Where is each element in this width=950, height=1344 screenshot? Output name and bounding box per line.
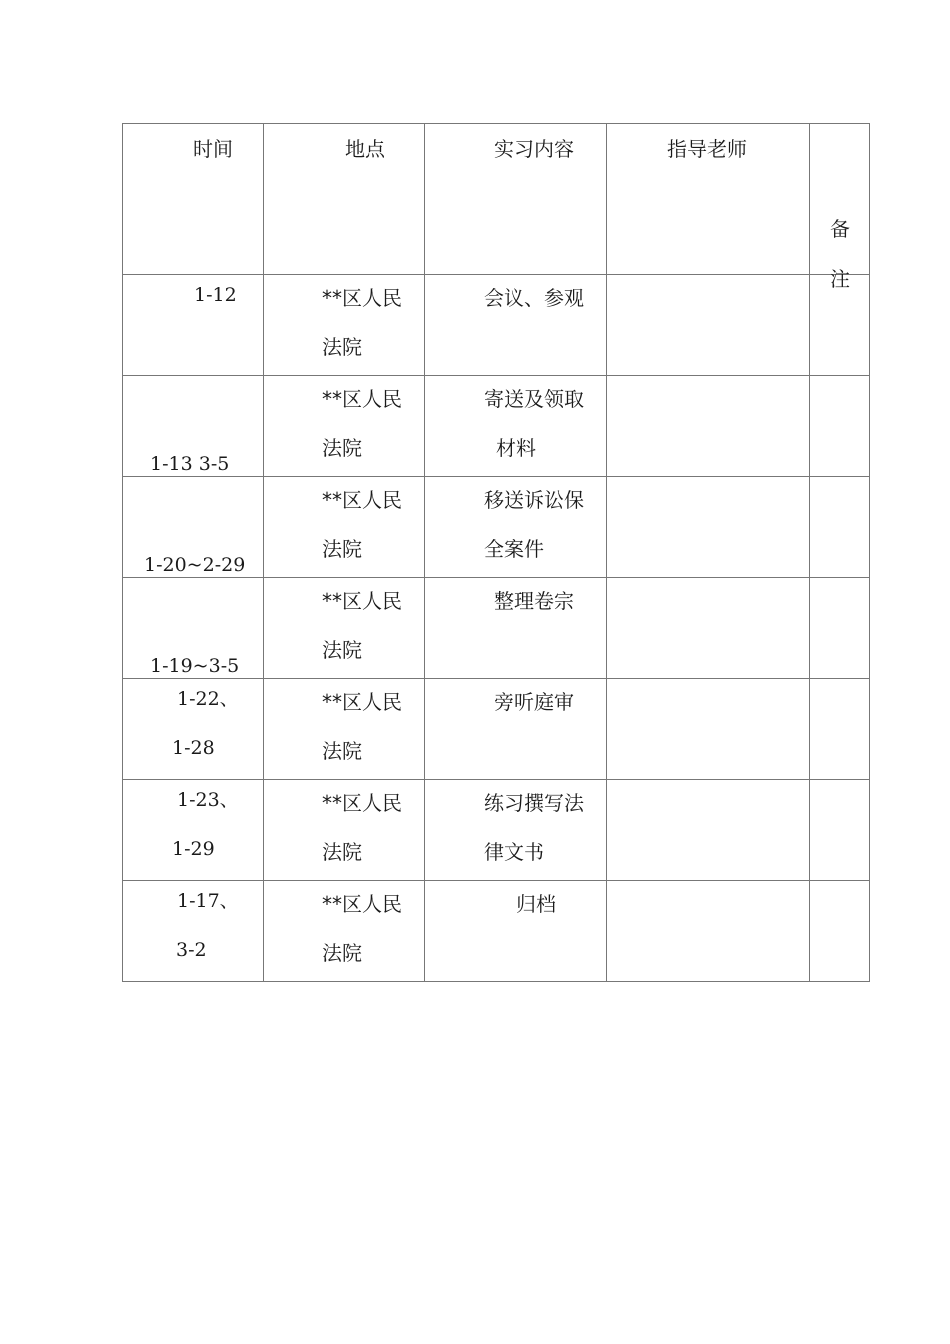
content-line: 归档 [516, 892, 556, 916]
table-row [123, 477, 870, 578]
header-remark-char-1: 备 [830, 217, 850, 241]
time-line: 1-17、 [177, 890, 239, 912]
content-line: 整理卷宗 [494, 589, 574, 613]
header-time-cell [123, 124, 264, 275]
header-content: 实习内容 [494, 137, 574, 161]
place-line: 法院 [322, 335, 362, 359]
place-line: **区人民 [322, 791, 402, 815]
teacher-cell [607, 376, 810, 477]
remark-cell [810, 780, 870, 881]
content-line: 寄送及领取 [484, 387, 584, 411]
teacher-cell [607, 578, 810, 679]
place-line: **区人民 [322, 690, 402, 714]
remark-cell [810, 578, 870, 679]
teacher-cell [607, 275, 810, 376]
table-row [123, 376, 870, 477]
time-line: 1-20~2-29 [144, 554, 246, 576]
content-cell [425, 477, 607, 578]
time-cell [123, 376, 264, 477]
content-line: 全案件 [484, 537, 544, 561]
time-cell [123, 477, 264, 578]
place-cell [264, 275, 425, 376]
time-line: 1-22、 [177, 688, 239, 710]
remark-cell [810, 679, 870, 780]
time-line: 1-23、 [177, 789, 239, 811]
remark-cell [810, 477, 870, 578]
remark-cell [810, 881, 870, 982]
content-cell [425, 275, 607, 376]
content-line: 练习撰写法 [484, 791, 584, 815]
content-line: 律文书 [484, 840, 544, 864]
remark-cell [810, 275, 870, 376]
header-content-cell [425, 124, 607, 275]
header-teacher: 指导老师 [667, 137, 747, 161]
header-remark-char-2: 注 [830, 267, 850, 291]
place-line: **区人民 [322, 892, 402, 916]
teacher-cell [607, 679, 810, 780]
table-row [123, 578, 870, 679]
header-time: 时间 [193, 137, 233, 161]
table-row [123, 679, 870, 780]
teacher-cell [607, 477, 810, 578]
place-line: 法院 [322, 840, 362, 864]
time-line: 1-12 [194, 284, 237, 306]
content-line: 移送诉讼保 [484, 488, 584, 512]
time-line: 1-28 [172, 737, 215, 759]
place-line: 法院 [322, 739, 362, 763]
place-line: **区人民 [322, 286, 402, 310]
teacher-cell [607, 881, 810, 982]
place-cell [264, 578, 425, 679]
internship-schedule-table [122, 123, 870, 982]
place-cell [264, 679, 425, 780]
place-cell [264, 881, 425, 982]
content-line: 旁听庭审 [494, 690, 574, 714]
time-cell [123, 679, 264, 780]
remark-cell [810, 376, 870, 477]
time-cell [123, 578, 264, 679]
time-line: 1-19~3-5 [150, 655, 240, 677]
table-row [123, 881, 870, 982]
time-line: 1-13 3-5 [150, 453, 230, 475]
content-cell [425, 780, 607, 881]
header-teacher-cell [607, 124, 810, 275]
table-row [123, 275, 870, 376]
place-line: 法院 [322, 638, 362, 662]
place-line: 法院 [322, 537, 362, 561]
content-line: 会议、参观 [484, 286, 584, 310]
place-line: **区人民 [322, 488, 402, 512]
time-line: 3-2 [176, 939, 207, 961]
place-line: **区人民 [322, 589, 402, 613]
place-cell [264, 376, 425, 477]
place-cell [264, 477, 425, 578]
header-place-cell [264, 124, 425, 275]
content-cell [425, 881, 607, 982]
place-line: **区人民 [322, 387, 402, 411]
time-line: 1-29 [172, 838, 215, 860]
table-row [123, 780, 870, 881]
content-cell [425, 376, 607, 477]
teacher-cell [607, 780, 810, 881]
content-cell [425, 679, 607, 780]
place-line: 法院 [322, 941, 362, 965]
time-cell [123, 780, 264, 881]
time-cell [123, 881, 264, 982]
content-cell [425, 578, 607, 679]
header-remark-cell [810, 124, 870, 291]
header-place: 地点 [345, 137, 385, 161]
place-line: 法院 [322, 436, 362, 460]
place-cell [264, 780, 425, 881]
table-header-row [123, 124, 870, 275]
time-cell [123, 275, 264, 376]
content-line: 材料 [496, 436, 536, 460]
